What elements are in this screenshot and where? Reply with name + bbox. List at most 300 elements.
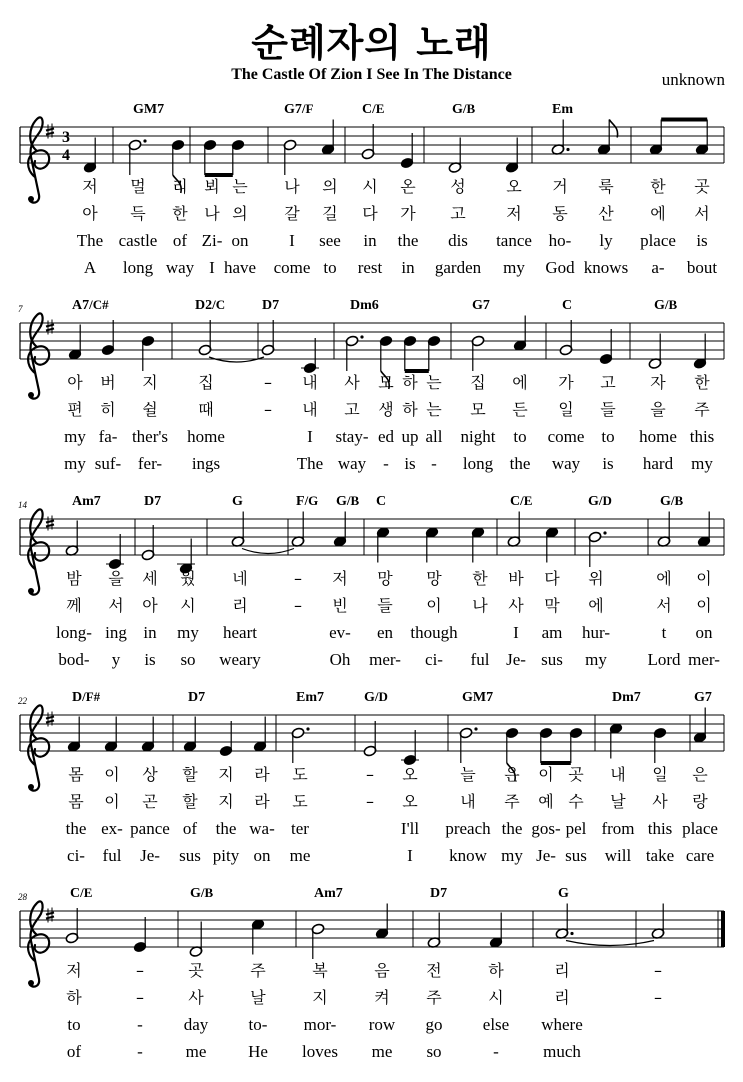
lyric-english-verse-1: place	[640, 231, 676, 250]
note	[141, 335, 155, 371]
lyric-english-verse-2: much	[543, 1042, 581, 1061]
lyric-korean-verse-1: 버	[100, 373, 116, 392]
lyric-english-verse-2: my	[691, 454, 713, 473]
lyric-english-verse-1: place	[682, 819, 718, 838]
note	[104, 717, 118, 753]
lyric-english-verse-2: weary	[219, 650, 261, 669]
note	[101, 320, 115, 356]
lyric-english-verse-1: else	[482, 1015, 510, 1034]
note	[291, 512, 305, 548]
lyric-english-verse-2: God	[545, 258, 575, 277]
lyric-english-verse-1: to	[67, 1015, 81, 1034]
note	[661, 120, 709, 156]
lyric-korean-verse-1: 이	[538, 765, 554, 784]
lyric-english-verse-2: I	[407, 846, 413, 865]
lyric-english-verse-2: garden	[434, 258, 482, 277]
note	[375, 904, 389, 940]
lyric-english-verse-1: tance	[496, 231, 532, 250]
lyric-korean-verse-2: 주	[694, 400, 710, 419]
lyric-korean-verse-1: 네	[232, 569, 248, 588]
lyric-korean-verse-2: 아	[82, 204, 98, 223]
lyric-english-verse-1: I	[307, 427, 313, 446]
lyric-english-verse-1: night	[460, 427, 496, 446]
lyric-korean-verse-2: 길	[322, 204, 338, 223]
lyric-korean-verse-2: 이	[426, 596, 442, 615]
lyric-korean-verse-2: 께	[66, 596, 82, 615]
lyric-english-verse-1: mor-	[303, 1015, 337, 1034]
lyric-english-verse-1: I'll	[400, 819, 420, 838]
chord-symbol: G/D	[364, 689, 388, 705]
note	[427, 913, 441, 949]
lyric-english-verse-1: on	[695, 623, 713, 642]
lyric-english-verse-2: -	[493, 1042, 499, 1061]
note	[251, 919, 265, 955]
lyric-english-verse-1: hur-	[582, 623, 610, 642]
lyric-korean-verse-2: 들	[600, 400, 616, 419]
note	[376, 527, 390, 563]
flag	[609, 120, 617, 138]
lyric-korean-verse-2: 모	[470, 400, 486, 419]
lyric-korean-verse-2: 예	[538, 792, 554, 811]
lyric-korean-verse-1: 몸	[68, 765, 84, 784]
lyric-korean-verse-2: 날	[250, 988, 266, 1007]
lyric-english-verse-2: suf-	[94, 454, 122, 473]
chord-symbol: D7	[430, 886, 448, 901]
lyric-korean-verse-1: 이	[696, 569, 712, 588]
tie	[566, 941, 654, 946]
note	[67, 717, 81, 753]
note	[363, 721, 377, 757]
note	[65, 908, 79, 944]
lyric-english-verse-2: my	[585, 650, 607, 669]
lyric-english-verse-1: from	[601, 819, 635, 838]
lyric-korean-verse-1: 주	[250, 961, 266, 980]
lyric-english-verse-2: ful	[102, 846, 122, 865]
lyric-korean-verse-2: 갈	[284, 204, 300, 223]
chord-symbol: Dm7	[612, 690, 641, 705]
lyric-english-verse-2: bout	[686, 258, 718, 277]
lyric-korean-verse-2: 서	[694, 204, 710, 223]
lyric-english-verse-1: home	[187, 427, 225, 446]
lyric-english-verse-1: ly	[599, 231, 613, 250]
note	[507, 512, 521, 548]
lyric-english-verse-1: to	[601, 427, 615, 446]
lyric-korean-verse-2: 도	[292, 792, 308, 811]
lyric-korean-verse-1: 할	[182, 765, 198, 784]
note	[106, 534, 124, 570]
lyric-english-verse-1: row	[368, 1015, 396, 1034]
lyric-english-verse-1: stay-	[335, 427, 369, 446]
lyric-korean-verse-2: 곤	[142, 792, 158, 811]
lyric-english-verse-2: a-	[651, 258, 665, 277]
lyric-korean-verse-2: 랑	[692, 792, 708, 811]
lyric-english-verse-1: I	[289, 231, 295, 250]
lyric-english-verse-1: my	[177, 623, 199, 642]
lyric-korean-verse-1: 리	[172, 177, 188, 196]
lyric-english-verse-1: though	[410, 623, 458, 642]
lyric-english-verse-2: mer-	[688, 650, 720, 669]
note	[401, 730, 419, 766]
lyric-korean-verse-2: 가	[400, 204, 416, 223]
lyric-english-verse-1: ther's	[131, 427, 169, 446]
lyric-english-verse-1: the	[65, 819, 87, 838]
lyric-english-verse-1: come	[547, 427, 585, 446]
lyric-korean-verse-2: 든	[512, 400, 528, 419]
lyric-english-verse-1: ev-	[329, 623, 351, 642]
lyric-english-verse-1: in	[143, 623, 157, 642]
lyric-korean-verse-2: 이	[104, 792, 120, 811]
final-barline	[721, 911, 725, 947]
lyric-korean-verse-1: 룩	[598, 177, 614, 196]
lyric-english-verse-2: Je-	[140, 846, 160, 865]
lyric-korean-verse-2: 에	[588, 596, 604, 615]
lyric-korean-verse-1: 에	[656, 569, 672, 588]
dot	[570, 932, 573, 935]
note	[403, 335, 417, 371]
chord-symbol: G/D	[588, 493, 612, 509]
lyric-korean-verse-2: 사	[652, 792, 668, 811]
chord-symbol: A7/C#	[72, 297, 109, 313]
lyric-korean-verse-2: 때	[198, 400, 214, 419]
lyric-english-verse-2: know	[449, 846, 487, 865]
lyric-korean-verse-1: 한	[472, 569, 488, 588]
lyric-english-verse-2: He	[248, 1042, 268, 1061]
lyric-english-verse-1: day	[183, 1015, 209, 1034]
staff-system	[20, 519, 724, 555]
measure-number: 28	[18, 892, 27, 902]
lyric-korean-verse-2: 동	[552, 204, 568, 223]
lyric-korean-verse-2: 일	[558, 400, 574, 419]
lyric-korean-verse-2: 시	[488, 988, 504, 1007]
lyric-korean-verse-1: –	[294, 569, 302, 588]
chord-symbol: C/E	[510, 493, 533, 509]
chord-symbol: D2/C	[195, 297, 226, 313]
dot	[474, 727, 477, 730]
staff-system	[20, 323, 724, 359]
note	[68, 325, 82, 361]
lyric-korean-verse-2: 다	[362, 204, 378, 223]
lyric-korean-verse-1: 고	[600, 373, 616, 392]
note	[651, 904, 665, 940]
lyric-english-verse-1: wa-	[249, 819, 275, 838]
lyric-english-verse-1: see	[319, 231, 341, 250]
note	[609, 723, 623, 759]
lyric-korean-verse-2: 내	[460, 792, 476, 811]
note	[83, 138, 97, 174]
lyric-english-verse-2: way	[165, 258, 195, 277]
lyric-english-verse-2: hard	[642, 454, 674, 473]
lyric-english-verse-2: -	[431, 454, 437, 473]
lyric-korean-verse-2: 주	[504, 792, 520, 811]
lyric-korean-verse-2: 저	[506, 204, 522, 223]
chord-symbol: D7	[262, 298, 280, 313]
lyric-english-verse-1: pance	[130, 819, 170, 838]
lyric-english-verse-2: pity	[212, 846, 240, 865]
lyric-english-verse-1: preach	[445, 819, 491, 838]
chord-symbol: G/B	[336, 493, 360, 509]
lyric-english-verse-1: dis	[448, 231, 468, 250]
lyric-english-verse-2: my	[501, 846, 523, 865]
lyric-korean-verse-2: 서	[656, 596, 672, 615]
note	[345, 335, 363, 371]
lyric-english-verse-2: ci-	[67, 846, 85, 865]
lyric-korean-verse-2: 고	[344, 400, 360, 419]
lyric-english-verse-2: rest	[357, 258, 383, 277]
song-subtitle: The Castle Of Zion I See In The Distance	[231, 66, 512, 83]
lyric-korean-verse-1: 의	[322, 177, 338, 196]
lyric-korean-verse-1: 내	[610, 765, 626, 784]
lyric-korean-verse-2: 라	[254, 792, 270, 811]
lyric-korean-verse-2: 지	[312, 988, 328, 1007]
lyric-korean-verse-1: 웠	[180, 569, 196, 588]
lyric-korean-verse-1: 사	[344, 373, 360, 392]
lyric-korean-verse-2: 할	[182, 792, 198, 811]
lyric-english-verse-2: ings	[191, 454, 221, 473]
lyric-english-verse-1: this	[647, 819, 673, 838]
lyric-korean-verse-2: 수	[568, 792, 584, 811]
lyric-english-verse-2: -	[137, 1042, 143, 1061]
staff-system	[20, 715, 724, 751]
note	[183, 717, 197, 753]
lyric-english-verse-1: heart	[223, 623, 257, 642]
lyric-english-verse-1: gos-	[531, 819, 561, 838]
lyric-korean-verse-1: 집	[470, 373, 486, 392]
note	[559, 320, 573, 356]
lyric-english-verse-1: pel	[565, 819, 587, 838]
lyric-korean-verse-1: 지	[142, 373, 158, 392]
lyric-english-verse-1: I	[513, 623, 519, 642]
lyric-korean-verse-1: 는	[232, 177, 248, 196]
note	[448, 138, 462, 174]
lyric-english-verse-1: en	[376, 623, 394, 642]
note	[588, 531, 606, 567]
note	[597, 120, 617, 156]
measure-number: 22	[18, 696, 27, 706]
lyric-english-verse-1: the	[397, 231, 419, 250]
lyric-korean-verse-2: 히	[100, 400, 116, 419]
lyric-korean-verse-2: 지	[218, 792, 234, 811]
lyric-english-verse-2: fer-	[137, 454, 163, 473]
note	[261, 320, 275, 356]
lyric-english-verse-1: ed	[377, 427, 395, 446]
chord-symbol: G/B	[654, 297, 678, 313]
lyric-english-verse-2: on	[253, 846, 271, 865]
lyric-korean-verse-1: 하	[488, 961, 504, 980]
lyric-korean-verse-2: 는	[426, 400, 442, 419]
lyric-korean-verse-1: 멀	[130, 177, 146, 196]
note	[231, 512, 245, 548]
dot	[360, 335, 363, 338]
note	[141, 525, 155, 561]
lyric-korean-verse-1: 성	[450, 177, 466, 196]
note	[400, 133, 414, 169]
lyric-korean-verse-1: 위	[588, 569, 604, 588]
chord-symbol: C/E	[70, 885, 93, 901]
chord-symbol: G	[232, 494, 243, 509]
lyric-english-verse-2: Oh	[329, 650, 351, 669]
note	[653, 727, 667, 763]
lyric-korean-verse-1: 나	[284, 177, 300, 196]
lyric-korean-verse-1: 곳	[568, 765, 584, 784]
lyric-english-verse-1: the	[215, 819, 237, 838]
lyric-korean-verse-1: 곳	[188, 961, 204, 980]
chord-symbol: G/B	[452, 101, 476, 117]
lyric-korean-verse-1: 전	[426, 961, 442, 980]
lyric-english-verse-2: A	[83, 258, 97, 277]
lyric-korean-verse-1: 도	[292, 765, 308, 784]
lyric-korean-verse-1: 자	[650, 373, 666, 392]
lyric-english-verse-1: The	[76, 231, 104, 250]
note	[321, 120, 335, 156]
lyric-english-verse-2: so	[426, 1042, 442, 1061]
lyric-korean-verse-2: 시	[180, 596, 196, 615]
staff-system	[20, 911, 725, 947]
lyric-korean-verse-2: 나	[472, 596, 488, 615]
lyric-english-verse-2: take	[645, 846, 675, 865]
lyric-english-verse-2: I	[209, 258, 215, 277]
lyric-korean-verse-1: 복	[312, 961, 328, 980]
lyric-english-verse-2: knows	[583, 258, 629, 277]
lyric-korean-verse-2: 막	[544, 596, 560, 615]
lyric-korean-verse-2: 생	[378, 400, 394, 419]
lyric-korean-verse-1: –	[654, 961, 662, 980]
lyric-english-verse-1: castle	[118, 231, 158, 250]
chord-symbol: C	[562, 298, 573, 313]
chord-symbol: C/E	[362, 101, 385, 117]
lyric-english-verse-1: the	[501, 819, 523, 838]
lyric-english-verse-2: care	[685, 846, 715, 865]
lyric-korean-verse-2: 을	[650, 400, 666, 419]
lyric-korean-verse-1: 아	[67, 373, 83, 392]
measure-number: 14	[18, 500, 27, 510]
lyric-korean-verse-2: 의	[232, 204, 248, 223]
lyric-korean-verse-2: 한	[172, 204, 188, 223]
note	[489, 913, 503, 949]
dot	[603, 531, 606, 534]
lyric-korean-verse-2: 주	[426, 988, 442, 1007]
lyric-korean-verse-2: 서	[108, 596, 124, 615]
lyric-korean-verse-1: 밤	[66, 569, 82, 588]
lyric-english-verse-1: to-	[248, 1015, 268, 1034]
chord-symbol: Em7	[296, 690, 324, 705]
lyric-korean-verse-1: 저	[82, 177, 98, 196]
lyric-korean-verse-1: 하	[402, 373, 418, 392]
lyric-korean-verse-1: 상	[142, 765, 158, 784]
lyric-english-verse-2: will	[604, 846, 632, 865]
lyric-english-verse-2: sus	[565, 846, 587, 865]
lyric-english-verse-2: mer-	[369, 650, 401, 669]
chord-symbol: GM7	[133, 102, 165, 117]
chord-symbol: G7	[472, 298, 490, 313]
dot	[566, 148, 569, 151]
note	[649, 120, 663, 156]
lyric-korean-verse-1: 한	[694, 373, 710, 392]
lyric-english-verse-2: -	[383, 454, 389, 473]
lyric-english-verse-2: of	[66, 1042, 82, 1061]
lyric-korean-verse-2: 이	[696, 596, 712, 615]
lyric-korean-verse-2: 날	[610, 792, 626, 811]
lyric-korean-verse-2: 사	[508, 596, 524, 615]
lyric-english-verse-2: bod-	[58, 650, 90, 669]
note	[253, 717, 267, 753]
note	[471, 527, 485, 563]
chord-symbol: G/B	[660, 493, 684, 509]
lyric-korean-verse-1: 늘	[460, 765, 476, 784]
lyric-korean-verse-1: 다	[544, 569, 560, 588]
lyric-english-verse-1: where	[541, 1015, 583, 1034]
note	[425, 527, 439, 563]
chord-symbol: D7	[188, 690, 206, 705]
lyric-english-verse-1: ter	[291, 819, 309, 838]
lyric-english-verse-2: way	[337, 454, 367, 473]
lyric-korean-verse-1: 에	[512, 373, 528, 392]
lyric-korean-verse-2: 리	[232, 596, 248, 615]
note	[551, 120, 569, 156]
lyric-korean-verse-1: 오	[402, 765, 418, 784]
note	[128, 139, 146, 175]
lyric-english-verse-2: come	[273, 258, 311, 277]
lyric-korean-verse-2: 아	[142, 596, 158, 615]
lyric-korean-verse-2: 하	[66, 988, 82, 1007]
chord-symbol: D/F#	[72, 689, 101, 705]
lyric-korean-verse-1: 온	[400, 177, 416, 196]
lyric-english-verse-1: -	[137, 1015, 143, 1034]
note	[599, 329, 613, 365]
lyric-english-verse-1: Zi-	[201, 231, 223, 250]
chord-symbol: Dm6	[350, 298, 379, 313]
measure-number: 7	[18, 304, 23, 314]
lyric-korean-verse-2: 나	[204, 204, 220, 223]
lyric-korean-verse-1: 이	[104, 765, 120, 784]
time-signature-bottom: 4	[62, 147, 70, 164]
lyric-korean-verse-2: 리	[554, 988, 570, 1007]
lyric-english-verse-1: of	[182, 819, 198, 838]
lyric-english-verse-1: t	[661, 623, 667, 642]
note	[291, 727, 309, 763]
lyric-korean-verse-1: 리	[554, 961, 570, 980]
note	[203, 139, 217, 175]
lyric-korean-verse-2: 편	[67, 400, 83, 419]
staff-system	[20, 127, 724, 163]
lyric-korean-verse-2: 고	[450, 204, 466, 223]
lyric-korean-verse-2: 쉴	[142, 400, 158, 419]
chord-symbol: G7/F	[284, 101, 314, 117]
note	[697, 512, 711, 548]
lyric-english-verse-2: Je-	[536, 846, 556, 865]
lyric-korean-verse-1: 집	[198, 373, 214, 392]
lyric-korean-verse-2: 득	[130, 204, 146, 223]
lyric-korean-verse-1: 지	[218, 765, 234, 784]
chord-symbol: G	[558, 886, 569, 901]
time-signature-top: 3	[62, 129, 70, 146]
lyric-korean-verse-2: –	[264, 400, 272, 419]
lyric-english-verse-1: this	[689, 427, 715, 446]
lyric-english-verse-2: me	[185, 1042, 207, 1061]
lyric-english-verse-2: loves	[302, 1042, 338, 1061]
lyric-english-verse-2: y	[111, 650, 121, 669]
lyric-english-verse-2: is	[144, 650, 156, 669]
lyric-korean-verse-1: 한	[650, 177, 666, 196]
lyric-english-verse-2: me	[371, 1042, 393, 1061]
tie	[242, 549, 294, 554]
lyric-korean-verse-2: 사	[188, 988, 204, 1007]
lyric-english-verse-2: me	[289, 846, 311, 865]
note	[505, 138, 519, 174]
lyric-korean-verse-2: 켜	[374, 988, 390, 1007]
note	[311, 923, 325, 959]
lyric-korean-verse-1: –	[264, 373, 272, 392]
lyric-korean-verse-2: 들	[377, 596, 393, 615]
